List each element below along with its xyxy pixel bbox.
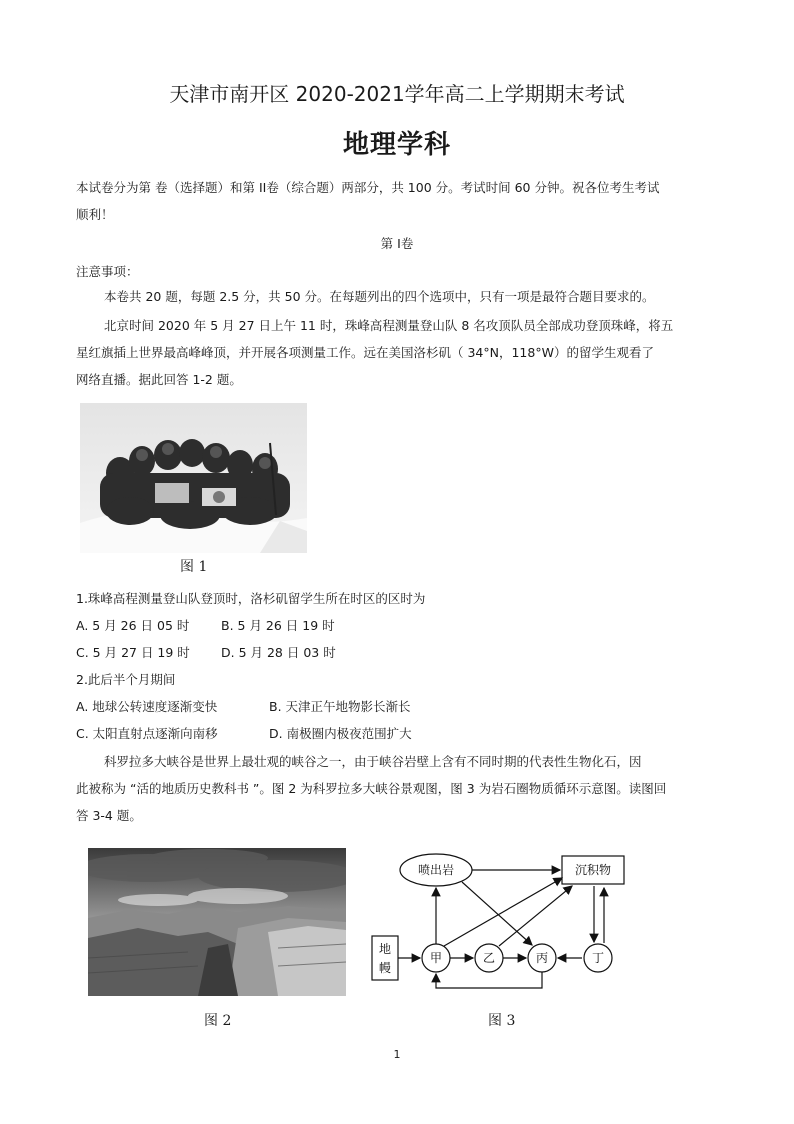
page-number: 1 [393, 1048, 401, 1061]
passage1-line-3: 网络直播。据此回答 1-2 题。 [76, 372, 242, 387]
figure-2-caption: 图 2 [204, 1013, 232, 1029]
node-bing-label: 丙 [535, 951, 549, 965]
passage2-line-1: 科罗拉多大峡谷是世界上最壮观的峡谷之一，由于峡谷岩壁上含有不同时期的代表性生物化石，因 [104, 754, 642, 769]
node-mantle-label-2: 幔 [378, 961, 392, 975]
node-sediment-label: 沉积物 [574, 863, 612, 877]
node-ding-label: 丁 [591, 951, 605, 965]
figure-2-canyon-photo [88, 848, 346, 996]
node-yi-label: 乙 [482, 951, 496, 965]
passage1-line-2: 星红旗插上世界最高峰峰顶，并开展各项测量工作。远在美国洛杉矶（ 34°N，118°W）的留学生观看了 [76, 345, 654, 360]
figure-3-rock-cycle-diagram [372, 838, 634, 998]
question-1-option-c[interactable]: C. 5 月 27 日 19 时 [76, 645, 190, 660]
question-1-option-b[interactable]: B. 5 月 26 日 19 时 [221, 618, 335, 633]
subject-title: 地理学科 [342, 130, 451, 160]
question-1-stem: 1.珠峰高程测量登山队登顶时，洛杉矶留学生所在时区的区时为 [76, 591, 426, 606]
question-1-option-d[interactable]: D. 5 月 28 日 03 时 [221, 645, 336, 660]
document-title: 天津市南开区 2020-2021学年高二上学期期末考试 [169, 82, 625, 106]
question-2-option-c[interactable]: C. 太阳直射点逐渐向南移 [76, 726, 218, 741]
passage1-line-1: 北京时间 2020 年 5 月 27 日上午 11 时，珠峰高程测量登山队 8 名攻顶队员全部成功登顶珠峰，将五 [104, 318, 674, 333]
question-2-option-b[interactable]: B. 天津正午地物影长渐长 [269, 699, 411, 714]
question-2-stem: 2.此后半个月期间 [76, 672, 176, 687]
node-eruptive-label: 喷出岩 [417, 863, 455, 877]
figure-1-summit-photo [80, 403, 307, 553]
question-1-option-a[interactable]: A. 5 月 26 日 05 时 [76, 618, 190, 633]
figure-3-caption: 图 3 [488, 1013, 516, 1029]
section-title: 第 I卷 [380, 236, 414, 251]
node-mantle-label-1: 地 [378, 942, 392, 956]
notice-label: 注意事项： [76, 264, 139, 279]
intro-line-2: 顺利！ [76, 207, 114, 222]
figure-1-caption: 图 1 [180, 559, 208, 575]
notice-text: 本卷共 20 题，每题 2.5 分，共 50 分。在每题列出的四个选项中，只有一项是最符合题目要求的。 [104, 289, 655, 304]
intro-line-1: 本试卷分为第 卷（选择题）和第 II卷（综合题）两部分，共 100 分。考试时间 60 分钟。祝各位考生考试 [76, 180, 660, 195]
passage2-line-3: 答 3-4 题。 [76, 808, 142, 823]
question-2-option-d[interactable]: D. 南极圈内极夜范围扩大 [269, 726, 412, 741]
passage2-line-2: 此被称为 “活的地质历史教科书 ”。图 2 为科罗拉多大峡谷景观图，图 3 为岩石圈物质循环示意图。读图回 [76, 781, 667, 796]
node-jia-label: 甲 [429, 951, 443, 965]
question-2-option-a[interactable]: A. 地球公转速度逐渐变快 [76, 699, 218, 714]
